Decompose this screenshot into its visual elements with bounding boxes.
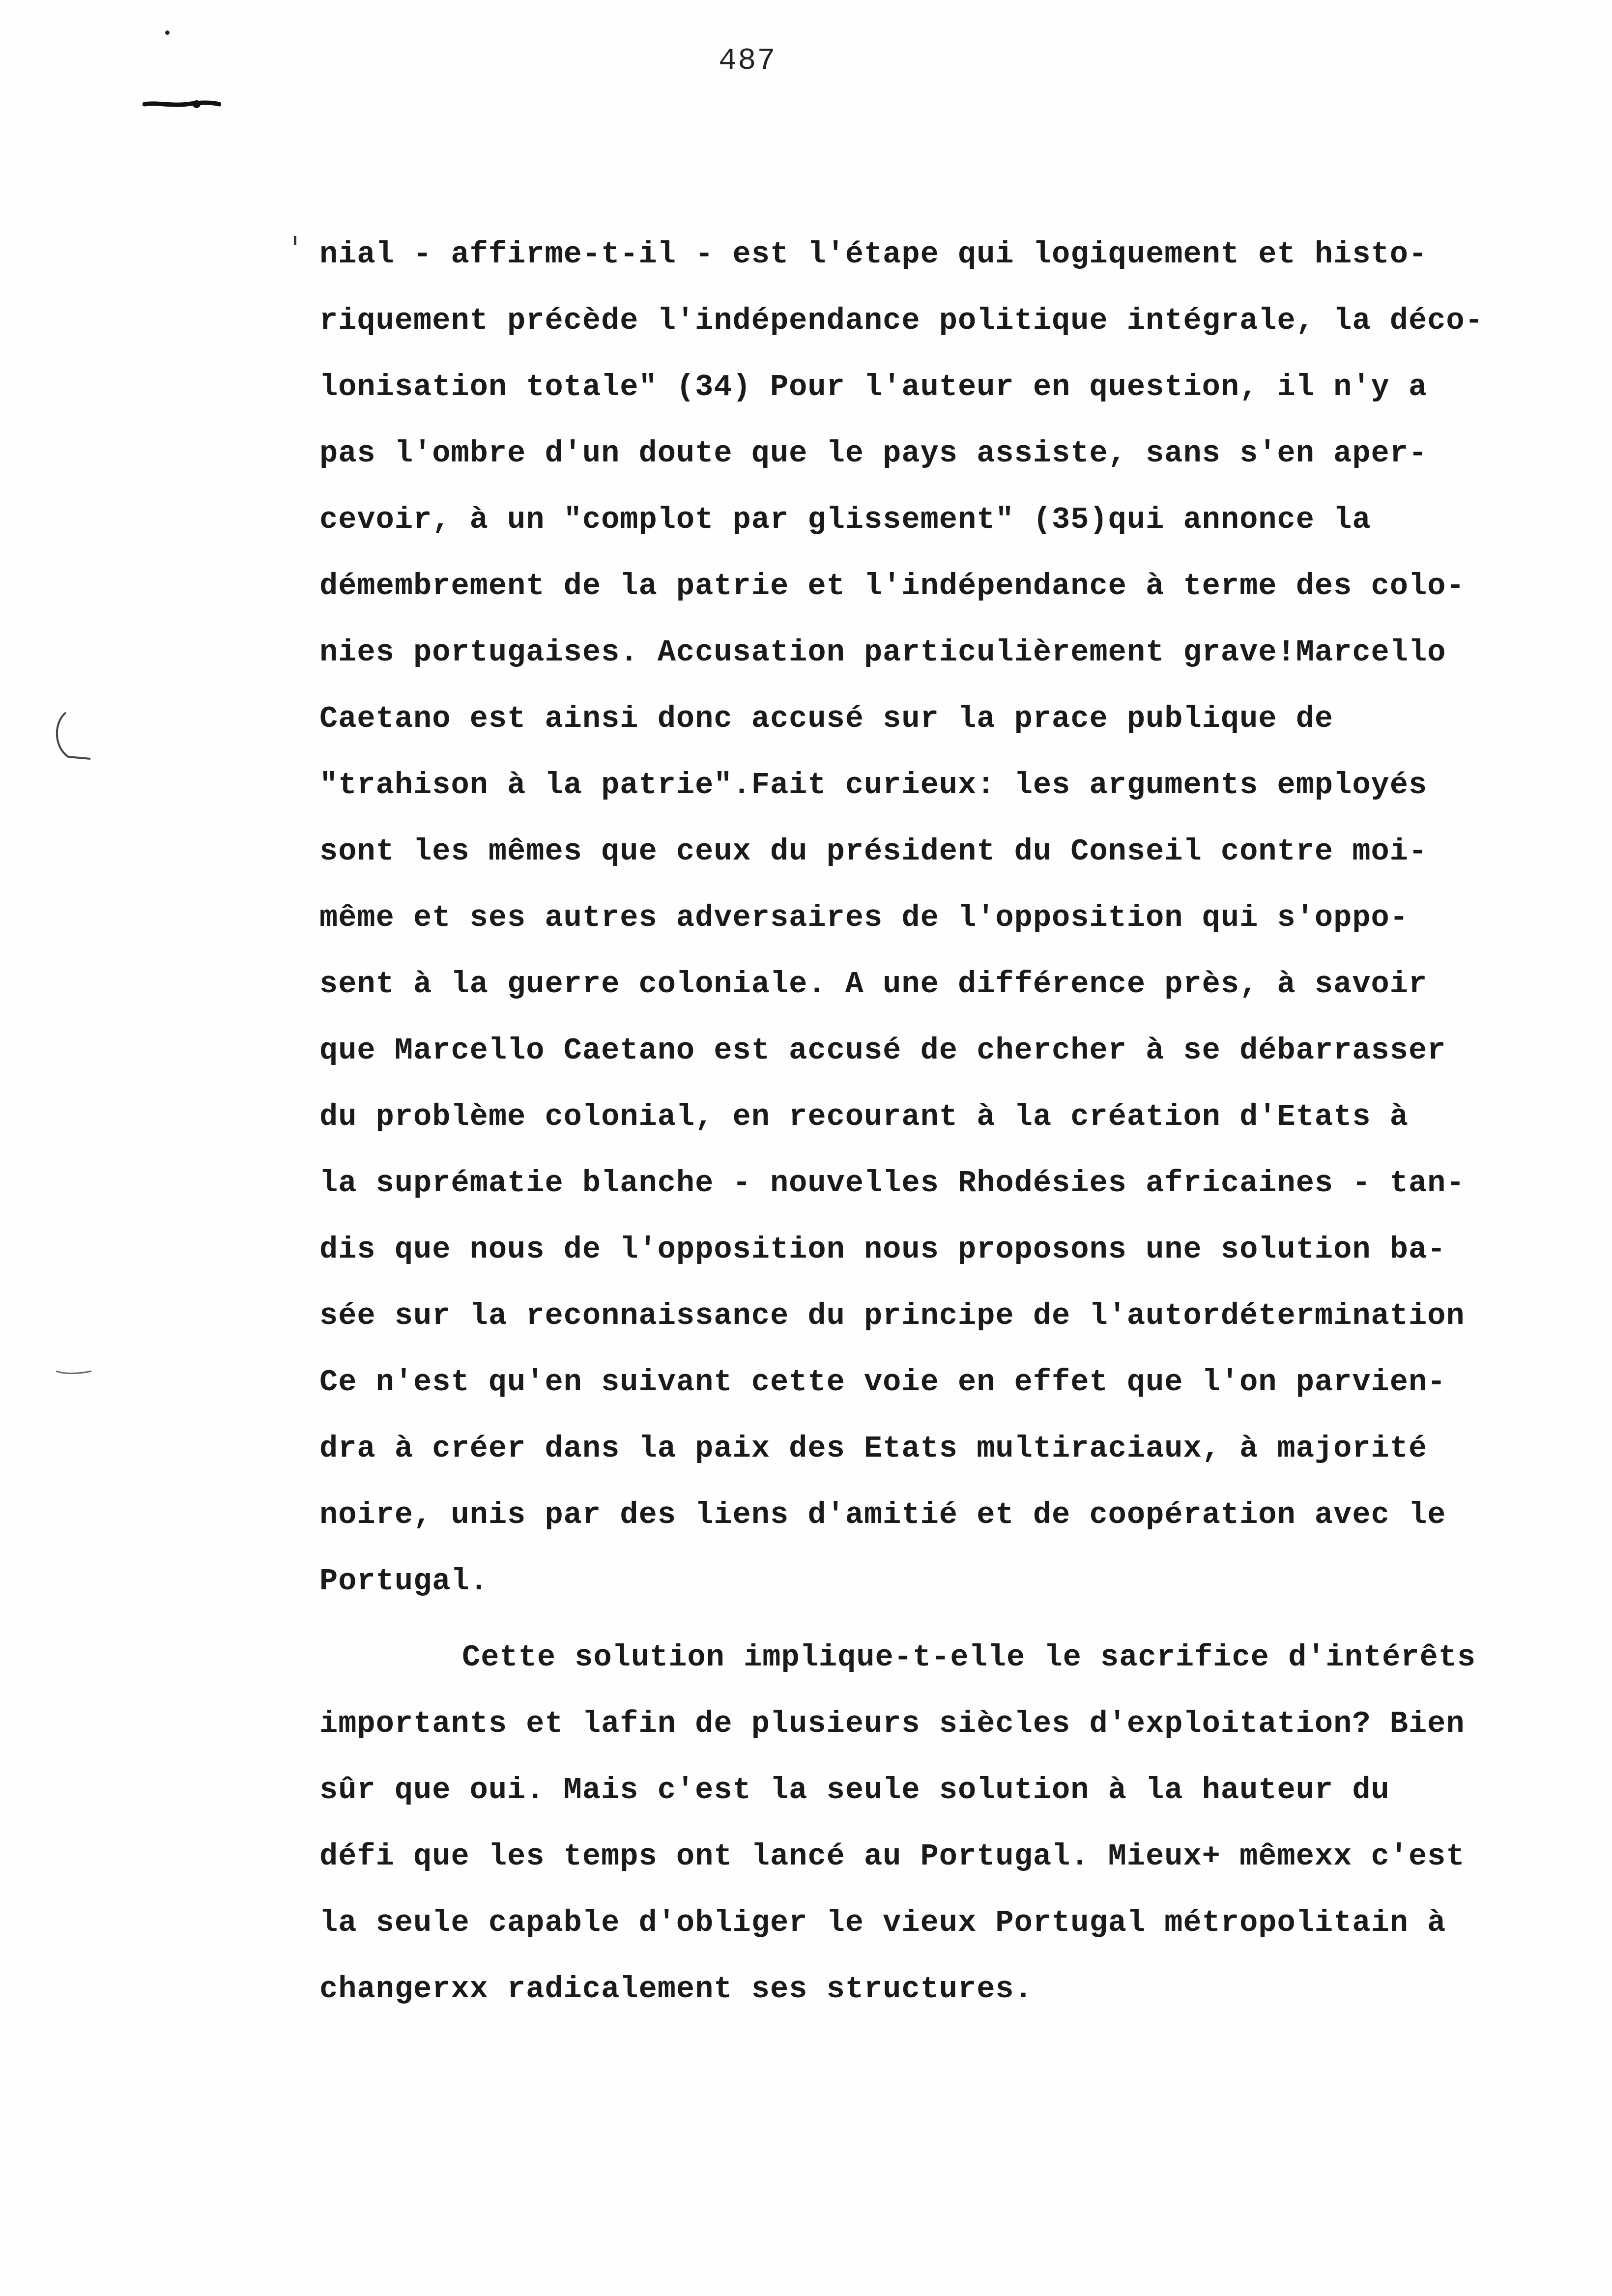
- paragraph-gap: [319, 1614, 1578, 1624]
- text-line: même et ses autres adversaires de l'opposition qui s'oppo-: [319, 900, 1409, 935]
- text-line: changerxx radicalement ses structures.: [319, 1972, 1033, 2007]
- text-line: nies portugaises. Accusation particulièrement grave!Marcello: [319, 635, 1446, 670]
- text-line: défi que les temps ont lancé au Portugal. Mieux+ mêmexx c'est: [319, 1839, 1465, 1874]
- text-line: la suprématie blanche - nouvelles Rhodésies africaines - tan-: [319, 1166, 1465, 1201]
- text-line: Caetano est ainsi donc accusé sur la prace publique de: [319, 701, 1334, 736]
- page-number: 487: [719, 43, 777, 78]
- margin-dash-mark: [54, 1356, 93, 1376]
- text-line: "trahison à la patrie".Fait curieux: les arguments employés: [319, 768, 1428, 803]
- ink-speck: [165, 30, 170, 35]
- text-line: noire, unis par des liens d'amitié et de coopération avec le: [319, 1497, 1446, 1532]
- text-line: pas l'ombre d'un doute que le pays assiste, sans s'en aper-: [319, 436, 1428, 471]
- text-line: sûr que oui. Mais c'est la seule solution à la hauteur du: [319, 1773, 1390, 1808]
- text-line: lonisation totale" (34) Pour l'auteur en question, il n'y a: [319, 370, 1428, 404]
- text-line: Ce n'est qu'en suivant cette voie en effet que l'on parvien-: [319, 1365, 1446, 1400]
- text-line: nial - affirme-t-il - est l'étape qui logiquement et histo-: [319, 237, 1428, 272]
- text-line: du problème colonial, en recourant à la création d'Etats à: [319, 1099, 1409, 1134]
- text-line: sée sur la reconnaissance du principe de l'autordétermination: [319, 1298, 1465, 1333]
- text-line: Cette solution implique-t-elle le sacrifice d'intérêts: [462, 1640, 1476, 1675]
- typed-body-text: [319, 221, 1578, 2022]
- margin-tick: [294, 236, 296, 245]
- text-line: dis que nous de l'opposition nous proposons une solution ba-: [319, 1232, 1446, 1267]
- margin-bracket-mark: [46, 708, 95, 767]
- text-line: cevoir, à un "complot par glissement" (35)qui annonce la: [319, 502, 1371, 537]
- text-line: Portugal.: [319, 1564, 489, 1599]
- text-line: la seule capable d'obliger le vieux Portugal métropolitain à: [319, 1905, 1446, 1940]
- text-line: riquement précède l'indépendance politique intégrale, la déco-: [319, 303, 1484, 338]
- text-line: sont les mêmes que ceux du président du Conseil contre moi-: [319, 834, 1428, 869]
- text-line: dra à créer dans la paix des Etats multiraciaux, à majorité: [319, 1431, 1428, 1466]
- text-line: que Marcello Caetano est accusé de chercher à se débarrasser: [319, 1033, 1446, 1068]
- text-line: sent à la guerre coloniale. A une différence près, à savoir: [319, 967, 1428, 1002]
- handwritten-dash-mark: [143, 98, 221, 110]
- text-line: démembrement de la patrie et l'indépendance à terme des colo-: [319, 569, 1465, 603]
- text-line: importants et lafin de plusieurs siècles d'exploitation? Bien: [319, 1706, 1465, 1741]
